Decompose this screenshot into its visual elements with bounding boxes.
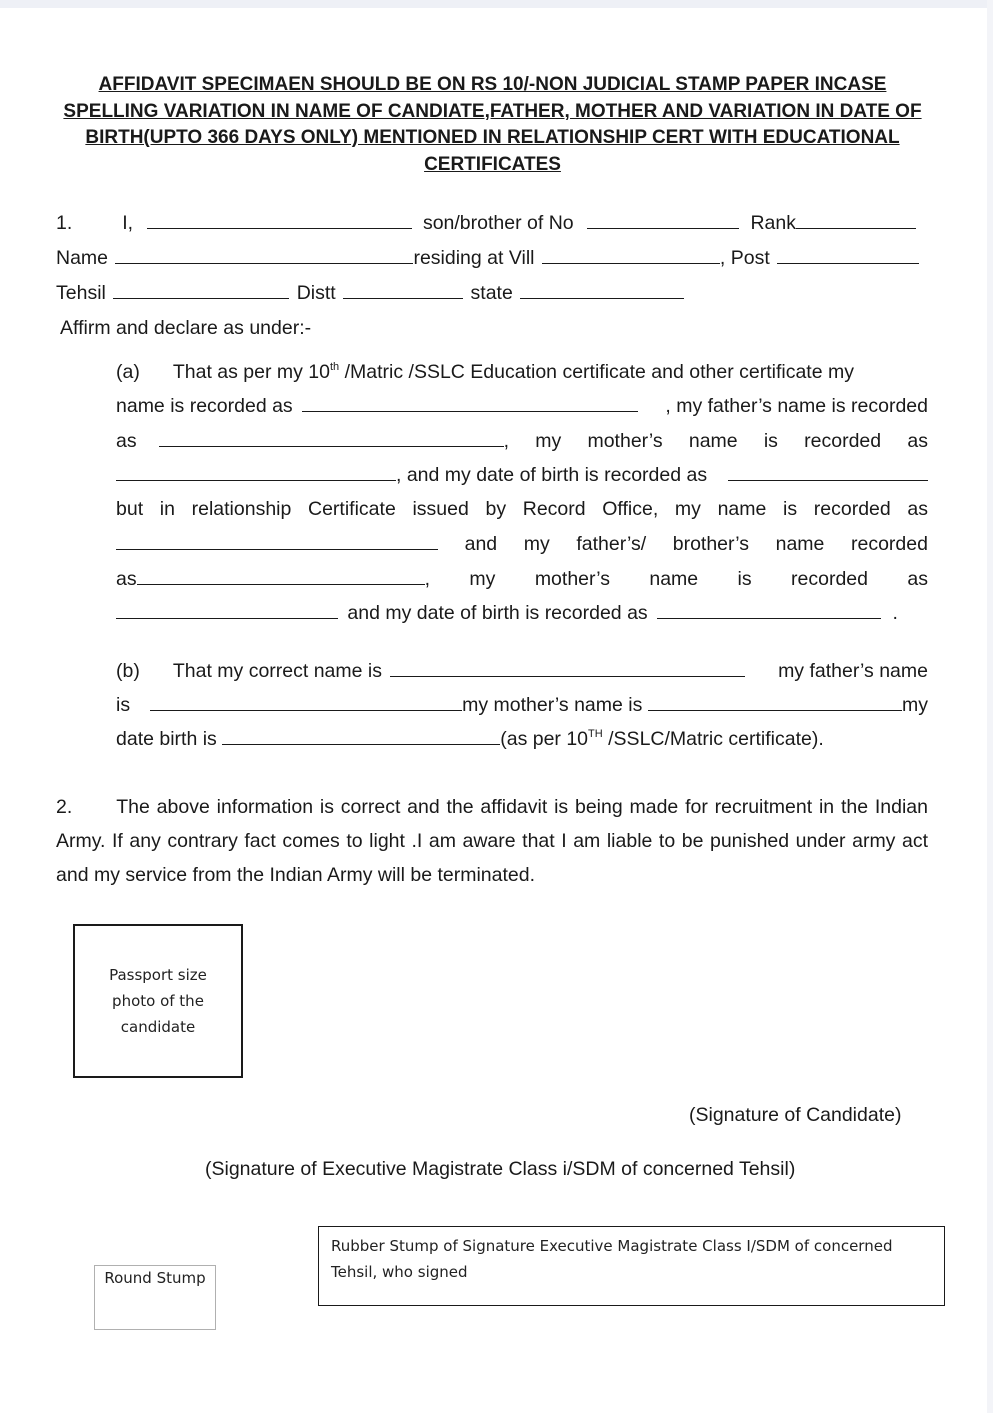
correct-dob-blank[interactable] [222, 743, 500, 745]
edu-father-blank[interactable] [159, 445, 504, 447]
a-line2 [116, 395, 928, 418]
a-line6-word: and [464, 533, 498, 555]
b-line3-end: /SSLC/Matric certificate). [602, 728, 824, 750]
correct-father-blank[interactable] [150, 709, 462, 711]
photo-box-line3: candidate [120, 1018, 196, 1036]
correct-name-blank[interactable] [390, 675, 745, 677]
affidavit-title: AFFIDAVIT SPECIMAEN SHOULD BE ON RS 10/-NON JUDICIAL STAMP PAPER INCASE SPELLING VARIATION IN NAME OF CANDIATE,FATHER, MOTHER AND VARIATION IN DATE OF BIRTH(UPTO 366 DAYS ONLY) MENTIONED IN RELATIONSHIP CERT WITH EDUCATIONAL CERTIFICATES [63, 74, 922, 175]
rel-name-blank[interactable] [116, 548, 438, 550]
a-line8-end: . [892, 602, 898, 624]
rubber-stump-box[interactable]: Rubber Stump of Signature Executive Magistrate Class I/SDM of concerned Tehsil, who signed [318, 1226, 945, 1306]
a-line4-post: , and my date of birth is recorded as [396, 464, 708, 486]
a-line3-word: my [535, 430, 562, 452]
relative-name-blank[interactable] [115, 262, 413, 264]
a-line1-sup: th [330, 361, 340, 373]
b-line3-pre: date birth is [116, 728, 217, 750]
b-line3-sup: TH [588, 728, 603, 740]
tehsil-blank[interactable] [113, 297, 289, 299]
passport-photo-box[interactable] [73, 924, 243, 1078]
service-number-blank[interactable] [587, 227, 739, 229]
section2-number: 2. [56, 796, 73, 818]
a-line3-word: mother’s [587, 430, 663, 452]
a-line3-word: name [688, 430, 738, 452]
a-line3-as: as [116, 430, 137, 452]
b-line1-post: my father’s name [778, 660, 928, 682]
distt-blank[interactable] [343, 297, 463, 299]
a-line3-comma: , [503, 430, 510, 452]
signature-magistrate: (Signature of Executive Magistrate Class i/SDM of concerned Tehsil) [205, 1158, 796, 1180]
a-line1 [116, 361, 854, 384]
a-line8 [116, 602, 898, 625]
rel-father-blank[interactable] [137, 583, 425, 585]
b-line2 [116, 694, 928, 717]
photo-box-line2: photo of the [112, 992, 204, 1010]
candidate-name-blank[interactable] [147, 227, 412, 229]
village-blank[interactable] [542, 262, 720, 264]
section1-line3 [56, 282, 684, 305]
a-line5: but in relationship Certificate issued by Record Office, my name is recorded as [116, 498, 928, 520]
a-label: (a) [116, 361, 140, 383]
edu-dob-blank[interactable] [728, 479, 928, 481]
post-blank[interactable] [777, 262, 919, 264]
a-line3-word: as [907, 430, 928, 452]
tehsil-label: Tehsil [56, 282, 106, 304]
a-line7-word: recorded [791, 568, 868, 590]
affirm-declare: Affirm and declare as under:- [60, 317, 312, 339]
a-line7-word: as [907, 568, 928, 590]
section2-text: The above information is correct and the affidavit is being made for recruitment in the Indian Army. If any contrary fact comes to light .I am aware that I am liable to be punished under army act and my service from the Indian Army will be terminated. [56, 796, 928, 886]
name-label: Name [56, 247, 109, 269]
a-line6-word: recorded [850, 533, 928, 555]
edu-name-blank[interactable] [302, 410, 638, 412]
a-line2-pre: name is recorded as [116, 395, 293, 417]
rank-blank[interactable] [796, 227, 916, 229]
a-line7 [116, 568, 928, 591]
a-line1-text: That as per my 10 [172, 361, 330, 383]
b-line3 [116, 728, 824, 751]
section2-paragraph [56, 790, 928, 892]
section1-line1 [56, 212, 916, 235]
b-line2-is: is [116, 694, 131, 716]
a-line3-word: recorded [804, 430, 882, 452]
round-stump-box[interactable]: Round Stump [94, 1265, 216, 1330]
a-line8-mid: and my date of birth is recorded as [347, 602, 648, 624]
b-label: (b) [116, 660, 140, 682]
a-line6-word: father’s/ [576, 533, 647, 555]
residing-label: residing at Vill [413, 247, 535, 269]
b-line1 [116, 660, 928, 683]
section1-number: 1. [56, 212, 73, 234]
post-label: , Post [719, 247, 770, 269]
a-line6-word: name [775, 533, 825, 555]
a-line2-post: , my father’s name is recorded [665, 395, 928, 417]
correct-mother-blank[interactable] [648, 709, 902, 711]
state-blank[interactable] [520, 297, 684, 299]
a-line6-word: brother’s [672, 533, 749, 555]
b-line2-end: my [902, 694, 928, 716]
a-line6 [116, 533, 928, 556]
edu-mother-blank[interactable] [116, 479, 396, 481]
i-label: I, [122, 212, 134, 234]
a-line4 [116, 464, 928, 487]
page-top-edge [0, 0, 993, 8]
page-right-edge [987, 0, 993, 1413]
state-label: state [470, 282, 513, 304]
rel-mother-blank[interactable] [116, 617, 338, 619]
a-line6-word: my [523, 533, 550, 555]
section1-line2 [56, 247, 919, 270]
a-line7-word: mother’s [534, 568, 610, 590]
photo-box-line1: Passport size [109, 966, 207, 984]
signature-candidate: (Signature of Candidate) [689, 1104, 902, 1126]
son-brother-label: son/brother of No [422, 212, 574, 234]
a-line3-word: is [763, 430, 778, 452]
a-line3 [116, 430, 928, 453]
a-line7-comma: , [424, 568, 431, 590]
b-line1-pre: That my correct name is [172, 660, 382, 682]
distt-label: Distt [296, 282, 336, 304]
a-line1-post: /Matric /SSLC Education certificate and other certificate my [339, 361, 854, 383]
rank-label: Rank [750, 212, 796, 234]
a-line7-word: is [737, 568, 752, 590]
a-line7-as: as [116, 568, 137, 590]
a-line7-word: name [649, 568, 699, 590]
b-line3-post: (as per 10 [500, 728, 589, 750]
b-line2-mid: my mother’s name is [462, 694, 643, 716]
a-line7-word: my [469, 568, 496, 590]
rel-dob-blank[interactable] [657, 617, 881, 619]
